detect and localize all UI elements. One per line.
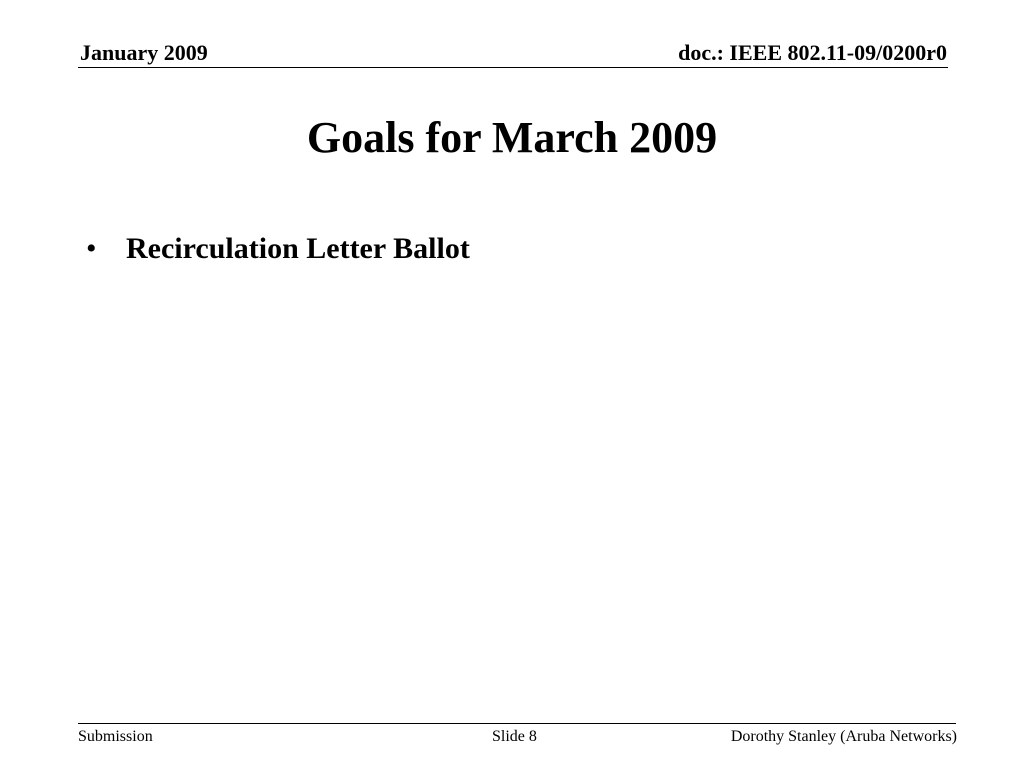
header-date: January 2009 [80,40,208,65]
bullet-text: Recirculation Letter Ballot [126,232,470,265]
bullet-list [86,230,470,268]
footer-submission: Submission [78,728,153,745]
header-document-id: doc.: IEEE 802.11-09/0200r0 [678,40,947,65]
bullet-item [86,230,470,268]
slide-title: Goals for March 2009 [306,113,718,162]
footer-divider [78,723,956,724]
bullet-marker: • [86,232,97,265]
header-divider [78,67,948,68]
footer-author: Dorothy Stanley (Aruba Networks) [730,728,957,745]
footer-slide-number: Slide 8 [492,728,537,745]
